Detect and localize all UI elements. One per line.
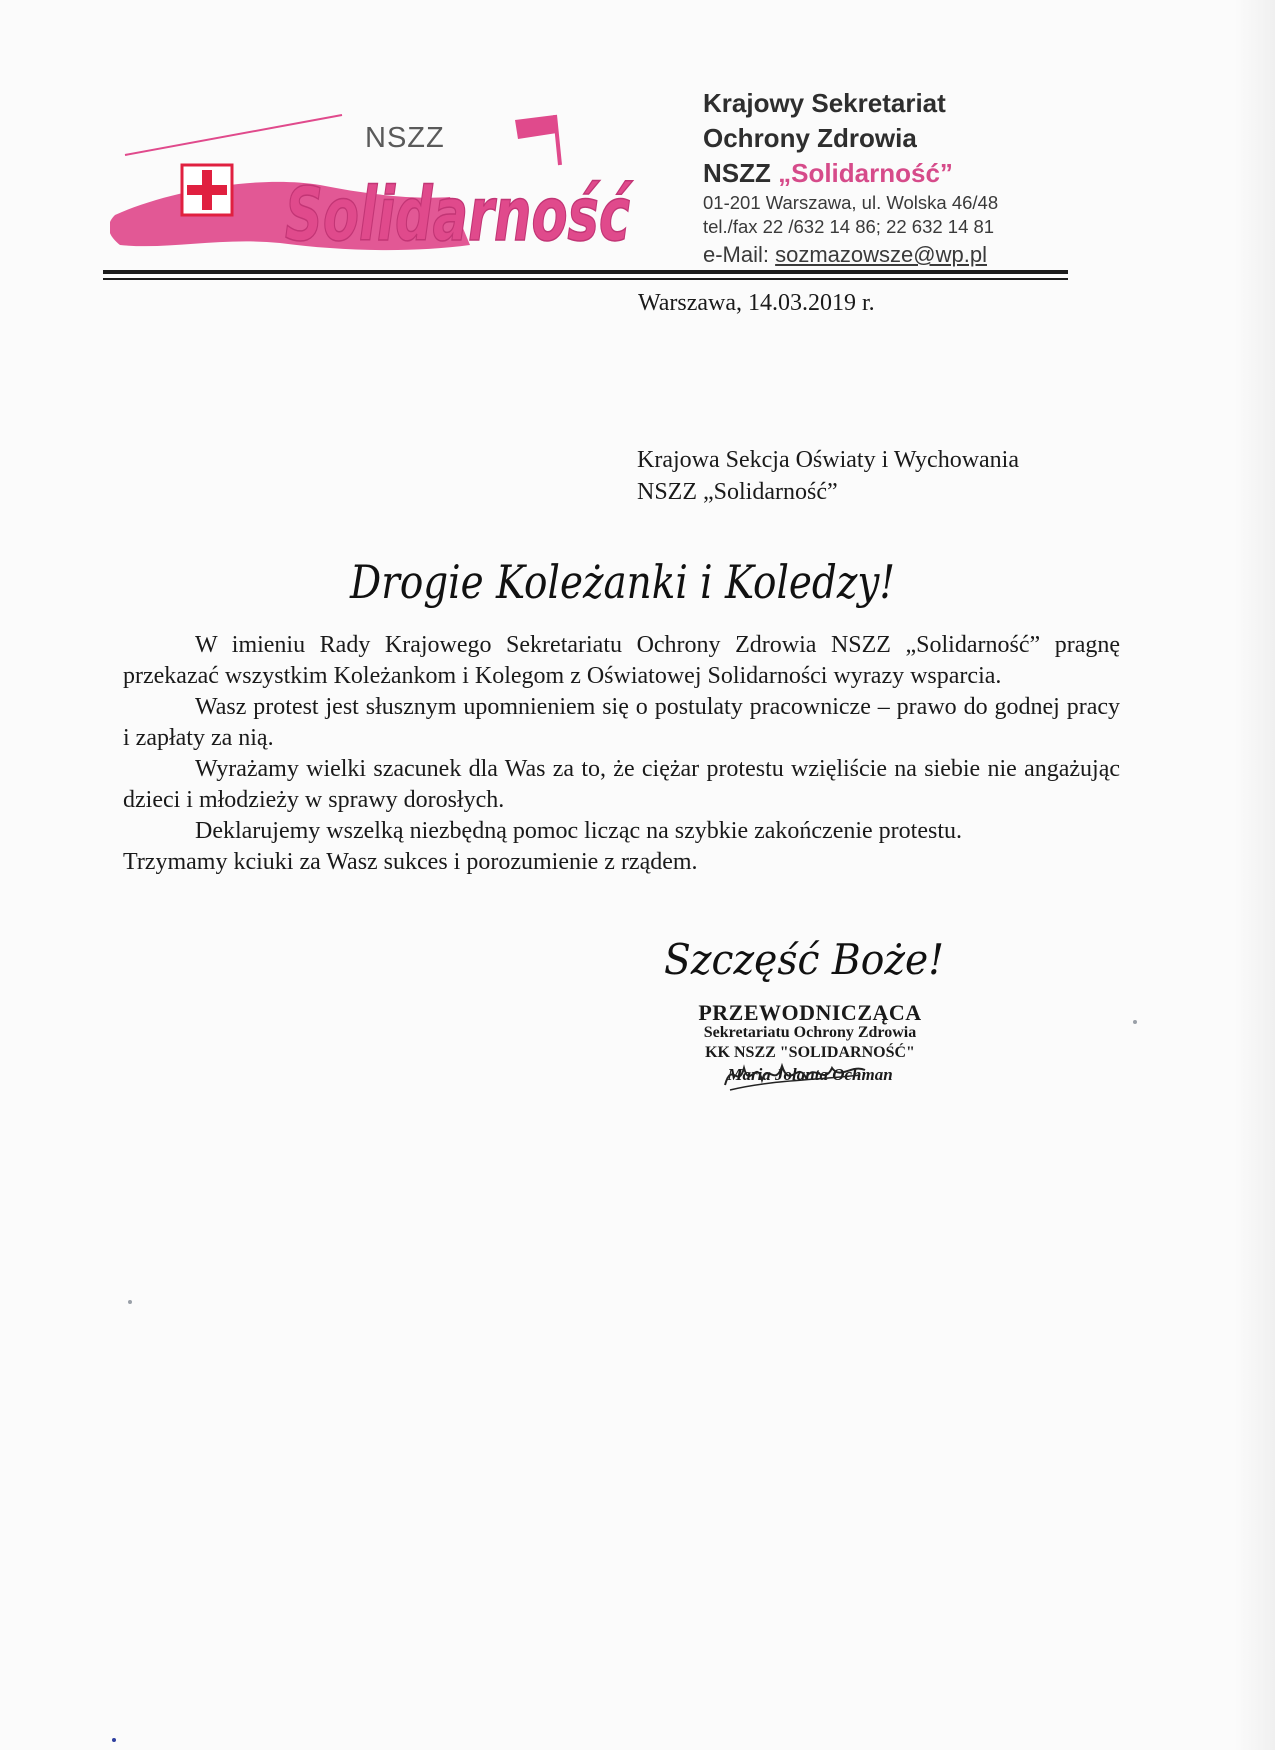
signature-stroke — [725, 1066, 865, 1085]
org-prefix: NSZZ — [703, 158, 779, 188]
addressee — [637, 444, 1019, 508]
closing-text: Szczęść Boże! — [664, 935, 944, 984]
header-rule-thick — [103, 270, 1068, 274]
stamp-line3: KK NSZZ "SOLIDARNOŚĆ" — [705, 1044, 915, 1061]
greeting-text: Drogie Koleżanki i Koledzy! — [349, 555, 896, 609]
org-phone: tel./fax 22 /632 14 86; 22 632 14 81 — [703, 216, 995, 237]
scan-speck — [128, 1300, 132, 1304]
logo-word: Solidarność — [285, 172, 633, 258]
email-label: e-Mail: — [703, 242, 776, 267]
handwritten-greeting — [345, 540, 905, 620]
scan-speck — [112, 1738, 116, 1742]
logo-nszz: NSZZ — [365, 122, 445, 154]
addressee-line1: Krajowa Sekcja Oświaty i Wychowania — [637, 447, 1019, 473]
scan-speck — [1133, 1020, 1137, 1024]
signature-underline — [730, 1075, 860, 1090]
logo-flag — [515, 115, 557, 139]
page-edge — [1235, 0, 1275, 1750]
org-address: 01-201 Warszawa, ul. Wolska 46/48 — [703, 192, 999, 213]
letter-body — [123, 630, 1120, 878]
email-link[interactable]: sozmazowsze@wp.pl — [775, 242, 987, 267]
header-rule-thin — [103, 278, 1068, 280]
solidarnosc-logo — [110, 105, 650, 265]
letterhead-contact — [703, 86, 998, 269]
body-paragraph-1: W imieniu Rady Krajowego Sekretariatu Ochrony Zdrowia NSZZ „Solidarność” pragnę przekazać wszystkim Koleżankom i Kolegom z Oświatowej Solidarności wyrazy wsparcia. — [123, 632, 1120, 689]
stamp-name: Maria Jolanta Ochman — [727, 1065, 893, 1084]
stamp-title: PRZEWODNICZĄCA — [698, 1000, 922, 1025]
signature-scribble — [720, 1050, 870, 1100]
addressee-line2: NSZZ „Solidarność” — [637, 479, 838, 505]
body-paragraph-4: Deklarujemy wszelką niezbędną pomoc licząc na szybkie zakończenie protestu. — [195, 818, 962, 844]
stamp-line2: Sekretariatu Ochrony Zdrowia — [703, 1024, 917, 1041]
org-email — [703, 241, 998, 269]
handwritten-closing — [660, 922, 950, 992]
org-name-line1: Krajowy Sekretariat — [703, 88, 946, 118]
org-name-line2: Ochrony Zdrowia — [703, 123, 917, 153]
body-paragraph-3: Wyrażamy wielki szacunek dla Was za to, że ciężar protestu wzięliście na siebie nie angażując dzieci i młodzieży w sprawy dorosłych. — [123, 756, 1120, 813]
org-name-line3 — [703, 156, 998, 191]
body-paragraph-5: Trzymamy kciuki za Wasz sukces i porozumienie z rządem. — [123, 849, 698, 875]
logo-cross-horizontal — [187, 185, 227, 195]
logo-line — [125, 115, 342, 155]
org-brand: „Solidarność” — [778, 158, 953, 188]
letter-date: Warszawa, 14.03.2019 r. — [638, 290, 875, 316]
body-paragraph-2: Wasz protest jest słusznym upomnieniem się o postulaty pracownicze – prawo do godnej pracy i zapłaty za nią. — [123, 694, 1120, 751]
